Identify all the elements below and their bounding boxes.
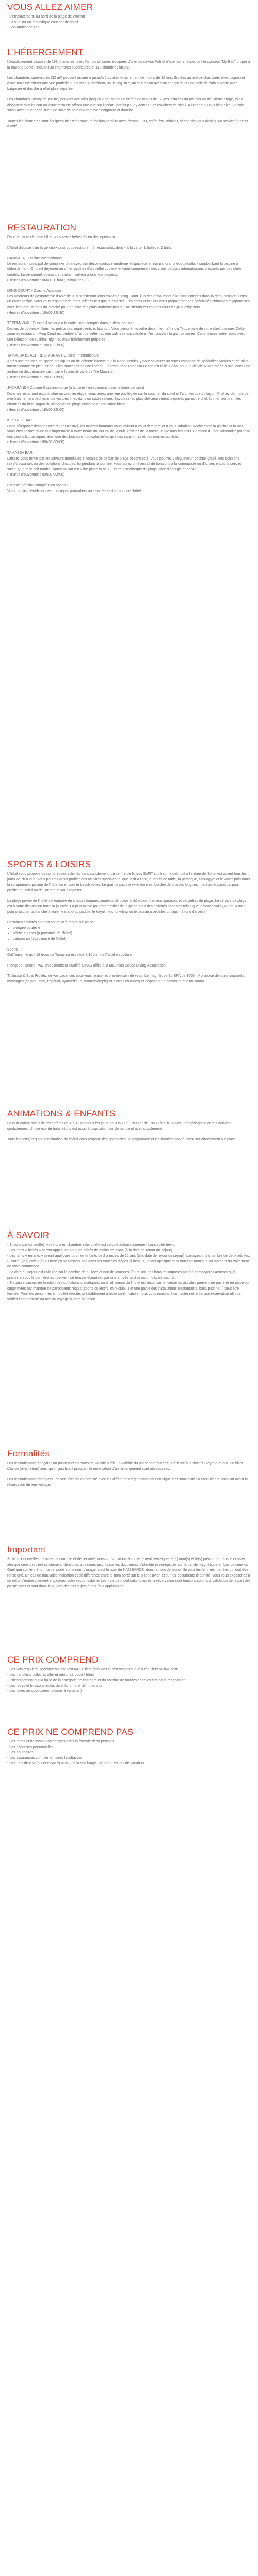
section-prix-comprend xyxy=(7,1655,251,1694)
section-prix-ne-comprend-pas xyxy=(7,1727,251,1767)
section-sports-loisirs xyxy=(7,859,251,985)
optional-activities-list xyxy=(7,926,251,942)
paragraph: La plage privée de l'hôtel est équipée de chaises longues, matelas de plage à lit&aquos, hamacs, parasols et serviettes de plage. Le service de plage est à votre disposition toute la journée. La plus active pourront profiter de la plage pour des activités sportives telles que le beach volley ou de la mer pour pratiquer la planche à voile, le stand-up paddle, le kayak, le snorkeling ou le bateau à pédales du lagon à fond de verre. xyxy=(7,899,247,914)
paragraph: Toutes les chambres sont équipées de : téléphone, télévision satellite avec écrans LCD, coffre-fort, minibar, sèche-cheveux ainsi qu'un service à thé et à café. xyxy=(7,119,248,129)
paragraph: Sports Golf/easy : le golf 18 trous de Tamarina est situé à 10 min de l'hôtel en voiture xyxy=(7,947,132,957)
paragraph: Les ressortissants étrangers : doivent être en conformité avec les différentes réglementations en vigueur et sont invités à consulter le consulat avant la réservation de leur voyage. xyxy=(7,1478,248,1487)
section-title: CE PRIX NE COMPREND PAS xyxy=(7,1727,134,1737)
list-item: • catamaran (à proximité de l'hôtel) xyxy=(13,937,251,942)
section-title: CE PRIX COMPREND xyxy=(7,1655,99,1665)
bar-kestrel: KESTREL BAR Dans l'élégance décontractée du bar Kestrel, les maîtres barmans vous invitent à vous détendre et à vous rafraîchir. Niché entre la piscine et la mer, vous êtes assuré d'une vue imprenable à toute heure du jour ou de la nuit. Profitez de la musique live tous les soirs. Le menu du bar saisonnier propose des cocktails classiques ainsi que des boissons tropicales telles que des caipirinhas et des mojitos au litchi. (Heures d'ouverture : 08h30-00h00) xyxy=(7,419,250,445)
list-item: - Les dépenses personnelles xyxy=(7,1745,54,1749)
restaurant-ravinala: RAVINALA - Cuisine Internationale Le restaurant principal de complexe ultra-avec son décor exotique moderne et spacieux et son panorama époustouflant surplombant la piscine à débordement. On petit déjeuner au dîner, profitez d'un buffet copieux et varié comprenant des choix de plats internationaux préparés par des chefs créatifs. Le personnel, souriant et attentif, veillera à tous vos besoins. (Heures d'ouverture : 06h00-11h00 ; 19h00-22h30) xyxy=(7,257,242,282)
paragraph: L'hôtel dispose d'un large choix pour vous restaurer : 5 restaurants, dont 4 à la carte, 1 buffet et 2 bars. xyxy=(7,246,172,250)
section-vous-allez-aimer xyxy=(7,2,251,31)
list-item: - Les assurances complémentaires facultatives xyxy=(7,1756,83,1760)
highlight-item: - Son ambiance zen xyxy=(7,26,40,30)
list-item: • pêche au gros (à proximité de l'hôtel) xyxy=(13,931,251,937)
section-animations-enfants xyxy=(7,1109,251,1143)
section-formalites xyxy=(7,1449,251,1488)
paragraph: L'établissement dispose de 193 chambres, avec l'air conditionné, équipées d'une connexion Wifi et d'une literie respectant le concept "My Bed" propre à la marque Sofitel, incluant 30 chambres supérieures et 113 chambres luxury. xyxy=(7,60,250,70)
section-restauration xyxy=(7,223,251,494)
restaurant-jacaranda: JACARANDA Cuisine Gastronomique (à la carte - non compris dans la demi-pension) Dans un restaurant exquis situé au premier étage, vous aurez une vue privilégiée sur le coucher du soleil et l'architecture du lagon. Profitez de fruits de mer fraîchement pêchés et de viandes fines dans un cadre raffiné. Savourez les plats délicieusement préparés par notre chef, tout en admirant les charmes du beau lagon du visage d'une plage enviable et son sable blanc. (Heures d'ouverture : 19h00-22h00) xyxy=(7,386,249,412)
restaurant-ming-court: MING COURT - Cuisine Asiatique Les amateurs de gastronomie d'Asie de l'Est satisferont leurs envies à Ming Court. l'un des restaurants à la carte compris dans la demi-pension. Dans un cadre raffiné, vous vous régalerez de mets raffinés tels que le chili-sec. Les chefs cuisiniers vous prépareront des spécialités chinoises et japonaises avec les produits frais du marché pour en faire des plats authentiques qui satisferont les connaisseurs les plus exigeants. (Heures d'ouverture : 19h00-22h30) xyxy=(7,289,250,315)
section-title: Important xyxy=(7,1545,46,1554)
section-important xyxy=(7,1545,251,1590)
list-item: - Les repas et boissons non compris dans la formule demi-pension xyxy=(7,1740,114,1743)
paragraph: Les chambres supérieures (32 m²) peuvent accueillir jusqu'à 2 adultes et un enfant de moins de 12 ans. Situées au rez-de-chaussée, elles disposent d'une terrasse offrant une vue partielle sur la mer. A l'intérieur, un lit king-size, un coin salon avec un canapé-lit et une salle de bain ouverte avec baignoire et douche à effet pluie séparée. xyxy=(7,76,245,91)
list-item: - Les repas et boissons inclus dans la formule demi-pension xyxy=(7,1684,103,1688)
list-item: • plongée bouteille xyxy=(13,926,251,931)
paragraph: Les ressortissants français : un passeport en cours de validité suffit. La validité du passeport doit être ultérieure à la date du voyage retour. Un billet d'avion (aller/retour) ainsi qu'un justificatif prouvant la réservation d'un hébergement sont nécessaires. xyxy=(7,1462,243,1471)
list-item: - L'hébergement sur la base de la catégorie de chambre et du nombre de nuitées choisies lors de la réservation. xyxy=(7,1679,187,1683)
restaurant-tamassa-beach: TAMASSA BEACH RESTAURANT-Cuisine Internationale Après une matinée de sports nautiques ou de détente intense sur la plage, rendez-y pour savourer un repas composé de spécialités locales et de plats internationaux en plein air sous les douces brises de l'océan. Le restaurant Tamassa Beach est le lieu idéal pour un délicieux intermède à midi dans une ambiance décontractée qui incarne la joie de vivre de l'île Maurice. (Heures d'ouverture : 12h00-17h00) xyxy=(7,354,250,380)
list-item: - Les pourboires xyxy=(7,1751,34,1755)
section-title: VOUS ALLEZ AIMER xyxy=(7,2,93,12)
section-a-savoir xyxy=(7,1230,251,1303)
paragraph: Thalasso & Spa: Profitez de vos vacances pour vous relaxer et prendre soin de vous. Le magnifique So SPA de 1000 m² propose de soins corporels, massages (shiatsu, thaï, impérial, ayurvédique, aromathérapie) et pierres chaudes) et dispose d'un hammam et d'un sauna. xyxy=(7,974,245,984)
list-item: - Les frais de visa (si nécessaire) ainsi que la surcharge carburant en cas de variation xyxy=(7,1761,144,1766)
paragraph: L'hôtel vous propose de nombreuses activités sans supplément. Le centre de fitness SoFIT situé sur le petit toit a l'entrée de l'hôtel est ouvert tous les jours de 7h à 20h. Vous pourrez aussi profiter des activités sportives tel que le tir à l'arc, le tennis de table, la pétanque, l'aquagym et le water-polo dans la somptueuse piscine de l'hôtel ou encore le beach volley. Le grande piscine extérieure est bordée de chaises longues, matelas et parasols pour profiter du soleil ou de l'ombre et vous reposer. xyxy=(7,872,250,892)
paragraph: Certaines activités sont en option et à régler sur place : xyxy=(7,921,95,925)
list-item: - Les taxes aéroportuaires (soumis à variation) xyxy=(7,1689,82,1693)
paragraph: Tous les soirs, l'équipe d'animation de l'hôtel vous propose des spectacles, le programme et les horaires sont à consulter directement sur place. xyxy=(7,1138,237,1142)
section-title: RESTAURATION xyxy=(7,223,77,232)
section-title: L'HÉBERGEMENT xyxy=(7,47,84,57)
paragraph: Dans le cadre de cette offre, vous serez hébergés en demi-pension. xyxy=(7,235,116,239)
paragraph: Plongées : centre PADI avec moniteur qualifié CMAS affilié à la Mauritius Scuba Diving Association xyxy=(7,963,166,968)
paragraph: Les chambres Luxury de (50 m²) peuvent accueillir jusqu'à 2 adultes et un enfant de moins de 12 ans. Situées au premier ou deuxième étage, elles disposent d'un balcon ou d'une terrasse offrant une vue sur l'océan, parfait pour y admirer les couchers de soleil. A l'intérieur, un lit king-size, un coin salon avec un canapé-lit et une salle de bain ouverte avec baignoire et douche. xyxy=(7,97,244,113)
highlight-item: - La vue sur un magnifique coucher de soleil xyxy=(7,20,78,24)
bar-tamassa: TAMASSA BAR Laissez vous tenter par les saveurs mondiales et locales de ce bar de plage décontracté. Vous pourrez y dégusterun cocktail glacé, des boissons rafraîchissantes ou des collations chaudes. Ici pendant la journée, vous aurez un éventail de boissons à la commande ou d'autres encas sucrés et salés. Quand le soir tombe, Tamassa Bar est « the place to be »... cette discothèque de plage vibre d'énergie et de vie. (Heures d'ouverture : 09h30-00h00) xyxy=(7,451,241,477)
paragraph: - Si vous partez seul(e), votre prix en chambre individuelle est calculé automatiquement dans votre devis. - Les tarifs « bébés » seront appliqués pour les bébés de moins de 2 ans (à la date de retour du séjour). - Les tarifs « enfants » seront appliqués pour les enfants de 2 à moins de 12 ans (à la date de retour du séjour), partageant la chambre de deux adultes. Si votre (vos) enfant(s) ou bébé(s) ne rentrent pas dans les tranches d'âges ci-dessus, le tarif appliqué sera non communiqué au moment du traitement de votre commande. - La date du séjour est calculée sur le nombre de nuitées et non de journées. En raison des horaires imposés par les compagnies aériennes, la première et/ou le dernière nuit peuvent se trouver écourtées par une arrivée tardive ou un départ matinal. - En basse saison, en fonction des conditions climatiques, ou à l'affluence de l'hôtel est insuffisante, certaines activités peuvent ne pas être en place ou supprimées par manque de participants requis (sports collectifs, mini-club...) et une partie des installations (restaurants, bars, piscine...) peut être fermée. Pour les personnes à mobilité réduite, préalablement à toute confirmation, nous vous invitons à contacter notre service réservation afin de vérifier l'adaptabilité ou non du voyage à votre situation. xyxy=(7,1243,250,1301)
section-title: Formalités xyxy=(7,1449,50,1459)
section-title: ANIMATIONS & ENFANTS xyxy=(7,1109,116,1118)
list-item: - Les transferts collectifs aller et retour aéroport / hôtel. xyxy=(7,1673,95,1677)
paragraph: Le club enfant accueille les enfants de 4 à 12 ans tous les jours de 09h00 à 17h00 et de 18h30 à 21h15 avec une pédagogie et des activités quotidiennes. Un service de baby-sitting est aussi à disposition sur demande et avec supplément. xyxy=(7,1122,232,1131)
section-hebergement xyxy=(7,47,251,130)
paragraph: Suite aux nouvelles mesures de contrôle et de sécurité, nous vous invitons à correctement renseigner le(s) nom(s) et le(s) prénom(s) dans le dossier afin que ceux-ci soient strictement identiques aux noms inscrits sur les documents d'identité et enregistrés sur la bande magnétique en bas de ceux-ci. Quel que soit le prénom usuel porté sur le nom d'usage, c'est le nom de NAISSANCE, donc le nom de jeune fille pour les femmes mariées qui doit être renseigné. En cas de mauvaise indication et de différence entre le nom porté sur le billet d'avion et sur les documents d'identité, vous vous exposeriez à un refus d'embarquement engageant votre responsabilité. Les frais de modifications après la réservation sont toujours soumis à validation de la part des prestataires et sont dans la plupart des cas sujets à des frais applicables. xyxy=(7,1557,251,1588)
highlights-list xyxy=(7,14,251,31)
restaurant-teppanyaki: TEPPANYAKI - Cuisine Asiatique à la carte - non compris dans la demi-pension Dames de couteaux, flammes pétillantes, ingrédients éclatants... Vous serez émerveillé devant le maître du Teppanyaki de votre chef cuisinier. Cette zone du restaurant Ming Court est dédiée à l'art de cette tradition culinaire ancestrale et l'est souvent la grande soirée. Commencez votre repas avec une sélection de sushimi, nigiri ou maki fraîchement préparés. (Heures d'ouverture : 19h00-22h00) xyxy=(7,321,246,347)
full-board-option: Formule pension complète en option : Vous pouvez bénéficier des trois repas journaliers au sein des restaurants de l'hôtel. xyxy=(7,483,142,493)
section-title: SPORTS & LOISIRS xyxy=(7,859,91,869)
section-title: À SAVOIR xyxy=(7,1230,50,1240)
list-item: - Les vols réguliers, spéciaux ou low-cost A/R, Billets émis dès la réservation sur vols réguliers ou low-cost. xyxy=(7,1668,179,1671)
highlight-item: - L'emplacement, au bord de la plage de Wolmar xyxy=(7,15,86,19)
